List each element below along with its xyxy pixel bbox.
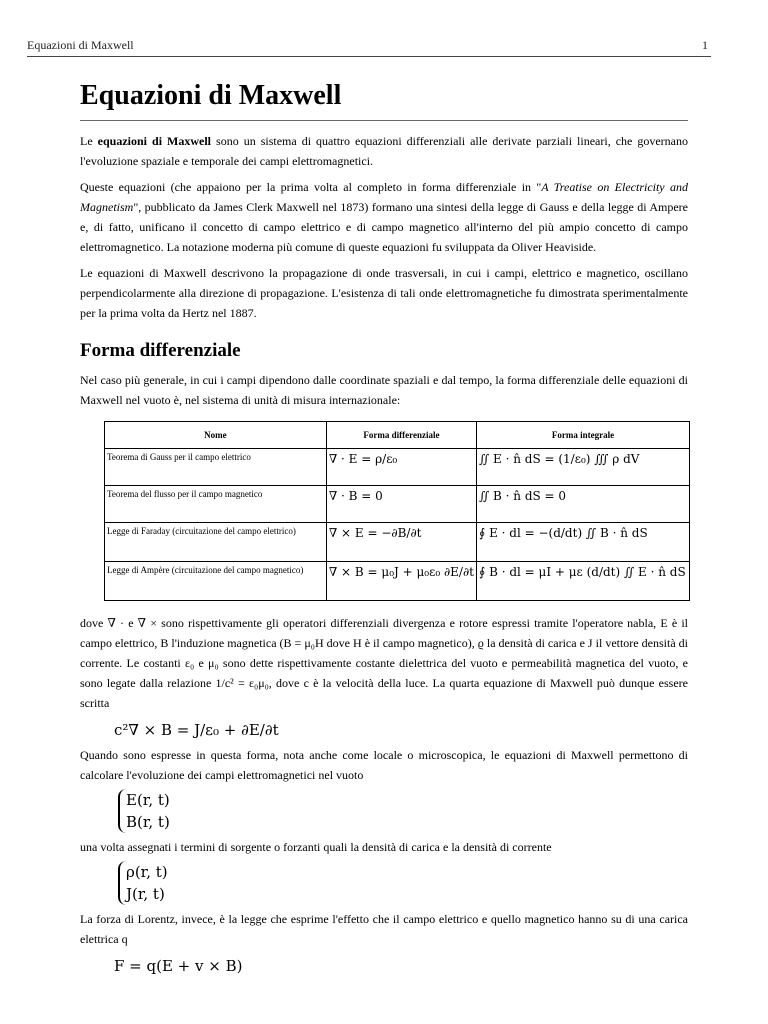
lorentz-paragraph: La forza di Lorentz, invece, è la legge che esprime l'effetto che il campo elettrico e quello magnetico hanno su di una carica elettrica q [80,912,688,946]
row-diff: ∇ × E = −∂B/∂t [326,523,476,562]
header-differenziale: Forma differenziale [326,422,476,449]
row-name: Legge di Ampère (circuitazione del campo magnetico) [105,562,327,601]
equations-table [104,421,690,601]
system-line: ρ(r, t) [126,863,168,881]
sorgenti-paragraph: una volta assegnati i termini di sorgente o forzanti quali la densità di carica e la densità di corrente [80,840,552,854]
intro-paragraph-3: Le equazioni di Maxwell descrivono la propagazione di onde trasversali, in cui i campi, elettrico e magnetico, oscillano perpendicolarmente alla direzione di propagazione. L'esistenza di tali onde elettromagnetiche fu dimostrata sperimentalmente per la prima volta da Hertz nel 1887. [80,266,688,320]
section-paragraph: Nel caso più generale, in cui i campi dipendono dalle coordinate spaziali e dal tempo, la forma differenziale delle equazioni di Maxwell nel vuoto è, nel sistema di unità di misura internazionale: [80,373,688,407]
system-line: E(r, t) [126,791,170,809]
table-row [105,486,690,523]
dove-paragraph: dove ∇ · e ∇ × sono rispettivamente gli operatori differenziali divergenza e rotore espressi tramite l'operatore nabla, E è il campo elettrico, B l'induzione magnetica (B = μ₀H dove H è il campo magnetico), ϱ la densità di carica e J il vettore densità di corrente. Le costanti ε₀ e μ₀ sono dette rispettivamente costante dielettrica del vuoto e permeabilità magnetica del vuoto, e sono legate dalla relazione 1/c² = ε₀μ₀, dove c è la velocità della luce. La quarta equazione di Maxwell può dunque essere scritta [80,616,688,710]
page-body [80,78,688,981]
row-name: Legge di Faraday (circuitazione del campo elettrico) [105,523,327,562]
header-integrale: Forma integrale [477,422,690,449]
row-diff: ∇ × B = μ₀J + μ₀ε₀ ∂E/∂t [326,562,476,601]
header-rule [27,56,711,57]
row-diff: ∇ · B = 0 [326,486,476,523]
system-line: J(r, t) [126,885,165,903]
header-nome: Nome [105,422,327,449]
row-int: ∬ E · n̂ dS = (1/ε₀) ∭ ρ dV [477,449,690,486]
book-title: A Treatise on Electricity and Magnetism [80,180,688,214]
row-name: Teorema di Gauss per il campo elettrico [105,449,327,486]
sources-system [118,861,168,905]
header-title: Equazioni di Maxwell [27,38,134,52]
quando-paragraph: Quando sono espresse in questa forma, nota anche come locale o microscopica, le equazioni di Maxwell permettono di calcolare l'evoluzione dei campi elettromagnetici nel vuoto [80,748,688,782]
intro-paragraph-2: Queste equazioni (che appaiono per la prima volta al completo in forma differenziale in "A Treatise on Electricity and Magnetism", pubblicato da James Clerk Maxwell nel 1873) formano una sintesi della legge di Gauss e della legge di Ampere e, di fatto, unificano il concetto di campo elettrico e di campo magnetico all'interno del più ampio concetto di campo elettromagnetico. La notazione moderna più comune di queste equazioni fu sviluppata da Oliver Heaviside. [80,180,688,254]
page-number: 1 [702,38,708,52]
page-title: Equazioni di Maxwell [80,78,688,121]
lorentz-equation: F = q(E + v × B) [114,957,243,975]
row-int: ∬ B · n̂ dS = 0 [477,486,690,523]
table-header-row [105,422,690,449]
fields-system [118,789,170,833]
row-diff: ∇ · E = ρ/ε₀ [326,449,476,486]
table-row [105,523,690,562]
row-name: Teorema del flusso per il campo magnetico [105,486,327,523]
intro-paragraph-1: Le equazioni di Maxwell sono un sistema di quattro equazioni differenziali alle derivate parziali lineari, che governano l'evoluzione spaziale e temporale dei campi elettromagnetici. [80,134,689,168]
table-row [105,562,690,601]
equation-c2: c²∇ × B = J/ε₀ + ∂E/∂t [114,721,279,739]
system-line: B(r, t) [126,813,170,831]
section-heading: Forma differenziale [80,340,241,361]
row-int: ∮ B · dl = μI + με (d/dt) ∬ E · n̂ dS [477,562,690,601]
bold-term: equazioni di Maxwell [97,134,212,148]
running-header [27,38,708,53]
table-row [105,449,690,486]
row-int: ∮ E · dl = −(d/dt) ∬ B · n̂ dS [477,523,690,562]
